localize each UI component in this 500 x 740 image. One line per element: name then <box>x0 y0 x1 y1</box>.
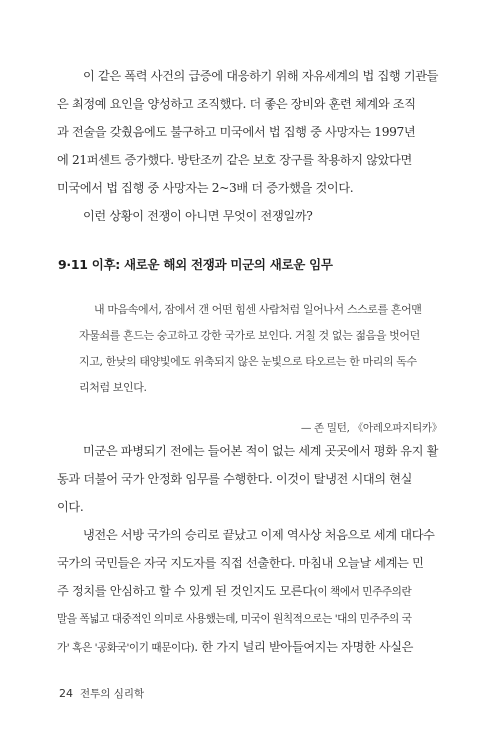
paragraph-line: 미군은 파병되기 전에는 들어본 적이 없는 세계 곳곳에서 평화 유지 활 <box>83 444 439 458</box>
parenthetical-note: 말을 폭넓고 대중적인 의미로 사용했는데, 미국이 원칙적으로는 '대의 민주주의 국 <box>57 613 412 625</box>
section-heading: 9·11 이후: 새로운 해외 전쟁과 미군의 새로운 임무 <box>58 257 333 272</box>
running-title: 전투의 심리학 <box>80 688 145 700</box>
quote-attribution: — 존 밀턴, 《아레오파지티카》 <box>300 422 442 434</box>
paragraph-line: 냉전은 서방 국가의 승리로 끝났고 이제 역사상 처음으로 세계 대다수 <box>83 528 435 542</box>
paragraph-line <box>57 583 411 600</box>
page-footer <box>59 686 144 701</box>
quote-line: 리처럼 보인다. <box>79 381 147 394</box>
paragraph-text: 주 정치를 안심하고 할 수 있게 된 것인지도 모른다 <box>57 584 314 598</box>
paragraph-line: 이다. <box>57 500 84 514</box>
paragraph-2: 이런 상황이 전쟁이 아니면 무엇이 전쟁일까? <box>83 209 313 223</box>
parenthetical-note: (이 책에서 민주주의란 <box>313 586 412 598</box>
paragraph-line: 이 같은 폭력 사건의 급증에 대응하기 위해 자유세계의 법 집행 기관들 <box>83 69 439 83</box>
paragraph-text: . 한 가지 널리 받아들여지는 자명한 사실은 <box>194 640 414 654</box>
quote-line: 자물쇠를 흔드는 숭고하고 강한 국가로 보인다. 거칠 것 없는 젊음을 벗어던 <box>79 329 420 342</box>
page-number: 24 <box>59 687 73 700</box>
paragraph-line <box>57 639 413 656</box>
quote-line: 지고, 한낮의 태양빛에도 위축되지 않은 눈빛으로 타오르는 한 마리의 독수 <box>79 355 417 368</box>
quote-line: 내 마음속에서, 잠에서 갠 어떤 힘센 사람처럼 일어나서 스스로를 흔어맨 <box>94 303 422 316</box>
paragraph-line: 동과 더불어 국가 안정화 임무를 수행한다. 이것이 탈냉전 시대의 현실 <box>57 472 413 486</box>
paragraph-line: 과 전술을 갖췄음에도 불구하고 미국에서 법 집행 중 사망자는 1997년 <box>57 125 416 139</box>
paragraph-line: 에 21퍼센트 증가했다. 방탄조끼 같은 보호 장구를 착용하지 않았다면 <box>57 153 412 167</box>
parenthetical-note: 가' 혹은 '공화국'이기 때문이다) <box>57 642 195 654</box>
paragraph-line: 국가의 국민들은 자국 지도자를 직접 선출한다. 마침내 오늘날 세계는 민 <box>57 556 424 570</box>
paragraph-line: 은 최정예 요인을 양성하고 조직했다. 더 좋은 장비와 훈련 체계와 조직 <box>57 97 416 111</box>
paragraph-line: 미국에서 법 집행 중 사망자는 2~3배 더 증가했을 것이다. <box>57 181 354 195</box>
